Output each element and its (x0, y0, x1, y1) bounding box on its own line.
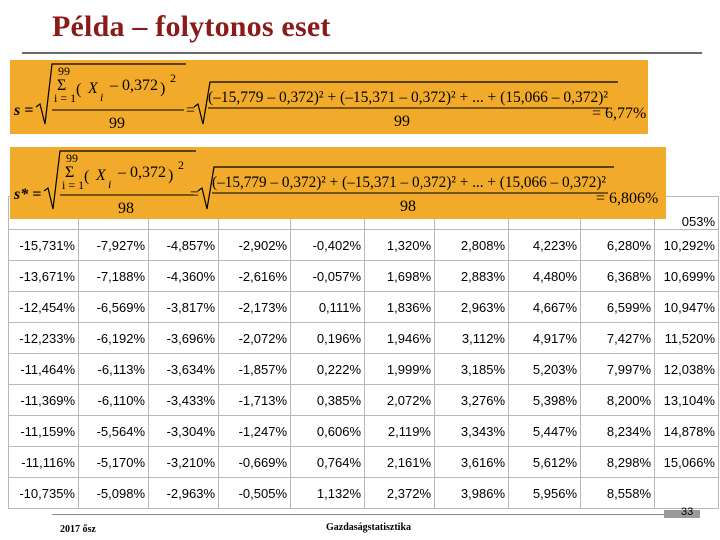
formula1-top-n: 99 (58, 64, 70, 78)
table-row (9, 478, 719, 509)
table-cell: 3,276% (435, 385, 509, 416)
table-cell: -6,113% (79, 354, 149, 385)
table-row (9, 354, 719, 385)
table-cell: 0,222% (291, 354, 365, 385)
table-cell: -1,247% (219, 416, 291, 447)
table-cell: -1,713% (219, 385, 291, 416)
table-cell: -5,098% (79, 478, 149, 509)
table-cell: -6,110% (79, 385, 149, 416)
table-cell: 1,946% (365, 323, 435, 354)
table-cell: -3,304% (149, 416, 219, 447)
title-divider (22, 52, 702, 54)
formula1-mean: – 0,372 (110, 77, 158, 94)
table-cell: -12,454% (9, 292, 79, 323)
table-cell: -7,188% (79, 261, 149, 292)
table-cell: 2,372% (365, 478, 435, 509)
table-cell: 5,612% (509, 447, 581, 478)
formula2-denom: 98 (400, 198, 416, 215)
table-cell: 6,368% (581, 261, 655, 292)
table-row (9, 416, 719, 447)
table-cell: 5,956% (509, 478, 581, 509)
formula1-result: = 6,77% (592, 105, 647, 122)
footer-course: Gazdaságstatisztika (326, 522, 411, 533)
table-cell: -5,564% (79, 416, 149, 447)
table-cell: 11,520% (655, 323, 719, 354)
table-cell: 3,185% (435, 354, 509, 385)
table-cell: -3,817% (149, 292, 219, 323)
table-cell: -7,927% (79, 230, 149, 261)
table-cell: 8,234% (581, 416, 655, 447)
table-cell: -2,963% (149, 478, 219, 509)
table-cell: -4,857% (149, 230, 219, 261)
table-cell: 0,606% (291, 416, 365, 447)
page-number: 33 (681, 506, 694, 518)
table-cell: -2,616% (219, 261, 291, 292)
formula2-under: 98 (118, 200, 134, 217)
table-cell: 7,997% (581, 354, 655, 385)
table-row (9, 230, 719, 261)
table-cell: 0,111% (291, 292, 365, 323)
table-cell: -5,170% (79, 447, 149, 478)
table-cell: -4,360% (149, 261, 219, 292)
table-cell: -2,072% (219, 323, 291, 354)
table-cell: -3,696% (149, 323, 219, 354)
table-cell: -2,902% (219, 230, 291, 261)
table-cell: 5,203% (509, 354, 581, 385)
table-cell: 0,196% (291, 323, 365, 354)
table-row (9, 261, 719, 292)
table-cell: 15,066% (655, 447, 719, 478)
footer-semester: 2017 ősz (60, 524, 96, 535)
table-cell: -12,233% (9, 323, 79, 354)
table-cell: 1,698% (365, 261, 435, 292)
table-cell: -0,057% (291, 261, 365, 292)
table-cell: 5,447% (509, 416, 581, 447)
table-cell: 3,112% (435, 323, 509, 354)
formula2-eq: = (190, 186, 200, 203)
formula2-numer: (–15,779 – 0,372)² + (–15,371 – 0,372)² + ... + (15,066 – 0,372)² (212, 174, 607, 191)
table-cell: 2,883% (435, 261, 509, 292)
table-cell: 6,599% (581, 292, 655, 323)
table-cell: 4,480% (509, 261, 581, 292)
footer-divider (52, 514, 700, 515)
formula1-sum: Σ (57, 77, 67, 94)
formula1-denom: 99 (394, 113, 410, 130)
formula2-rparen: ) (168, 167, 174, 184)
table-cell: -11,116% (9, 447, 79, 478)
table-cell: -2,173% (219, 292, 291, 323)
table-cell: 053% (655, 197, 719, 230)
table-cell: 1,999% (365, 354, 435, 385)
formula2-mean: – 0,372 (118, 164, 166, 181)
table-cell: 1,320% (365, 230, 435, 261)
table-cell: 8,200% (581, 385, 655, 416)
formula2-idx: i = 1 (62, 178, 85, 192)
formula2-lparen: ( (84, 168, 90, 185)
table-cell: -0,505% (219, 478, 291, 509)
table-row (9, 292, 719, 323)
formula1-numer: (–15,779 – 0,372)² + (–15,371 – 0,372)² + ... + (15,066 – 0,372)² (208, 89, 609, 106)
formula2-sum: Σ (65, 164, 75, 181)
table-cell: 4,917% (509, 323, 581, 354)
formula2-result: = 6,806% (596, 190, 659, 207)
formula-corrected-sd (10, 147, 666, 219)
table-cell: 10,292% (655, 230, 719, 261)
table-cell: 12,038% (655, 354, 719, 385)
table-cell: 1,836% (365, 292, 435, 323)
table-cell: 4,223% (509, 230, 581, 261)
formula2-exp: 2 (178, 158, 184, 172)
formula2-lhs: s* = (14, 186, 42, 203)
table-cell: -1,857% (219, 354, 291, 385)
table-cell: 3,616% (435, 447, 509, 478)
table-cell: -15,731% (9, 230, 79, 261)
table-cell: 1,132% (291, 478, 365, 509)
table-cell: -11,464% (9, 354, 79, 385)
formula-sample-sd (10, 60, 648, 134)
formula1-eq: = (186, 102, 196, 119)
formula1-lparen: ( (76, 81, 82, 98)
table-cell: -0,402% (291, 230, 365, 261)
formula2-xi-sub: i (108, 177, 112, 191)
table-cell: 2,072% (365, 385, 435, 416)
table-cell: 2,161% (365, 447, 435, 478)
table-cell: 10,699% (655, 261, 719, 292)
table-cell: -0,669% (219, 447, 291, 478)
table-row (9, 323, 719, 354)
table-cell: -3,210% (149, 447, 219, 478)
formula1-under: 99 (109, 115, 125, 132)
table-cell: 6,280% (581, 230, 655, 261)
table-cell: 2,119% (365, 416, 435, 447)
table-cell: 14,878% (655, 416, 719, 447)
table-cell: 2,808% (435, 230, 509, 261)
slide-title: Példa – folytonos eset (52, 10, 331, 43)
table-cell: 3,343% (435, 416, 509, 447)
table-cell: 10,947% (655, 292, 719, 323)
table-cell: 2,963% (435, 292, 509, 323)
table-cell: -13,671% (9, 261, 79, 292)
formula2-top-n: 99 (66, 151, 78, 165)
table-cell: 8,558% (581, 478, 655, 509)
table-cell: 0,764% (291, 447, 365, 478)
formula1-idx: i = 1 (54, 91, 77, 105)
table-cell: 13,104% (655, 385, 719, 416)
table-cell: -10,735% (9, 478, 79, 509)
table-cell: 3,986% (435, 478, 509, 509)
table-cell: 4,667% (509, 292, 581, 323)
formula2-xi: X (96, 167, 106, 184)
table-cell: -6,192% (79, 323, 149, 354)
table-cell: -3,634% (149, 354, 219, 385)
formula1-rparen: ) (160, 80, 166, 97)
table-cell: -11,159% (9, 416, 79, 447)
table-row (9, 447, 719, 478)
table-cell (655, 478, 719, 509)
table-cell: 7,427% (581, 323, 655, 354)
table-cell: 5,398% (509, 385, 581, 416)
formula1-xi-sub: i (100, 90, 104, 104)
table-cell: 0,385% (291, 385, 365, 416)
formula1-xi: X (88, 80, 98, 97)
formula1-lhs: s = (14, 102, 34, 119)
returns-table (8, 196, 719, 509)
table-row (9, 385, 719, 416)
table-cell: -6,569% (79, 292, 149, 323)
table-cell: -3,433% (149, 385, 219, 416)
formula1-exp: 2 (170, 71, 176, 85)
table-cell: -11,369% (9, 385, 79, 416)
table-cell: 8,298% (581, 447, 655, 478)
